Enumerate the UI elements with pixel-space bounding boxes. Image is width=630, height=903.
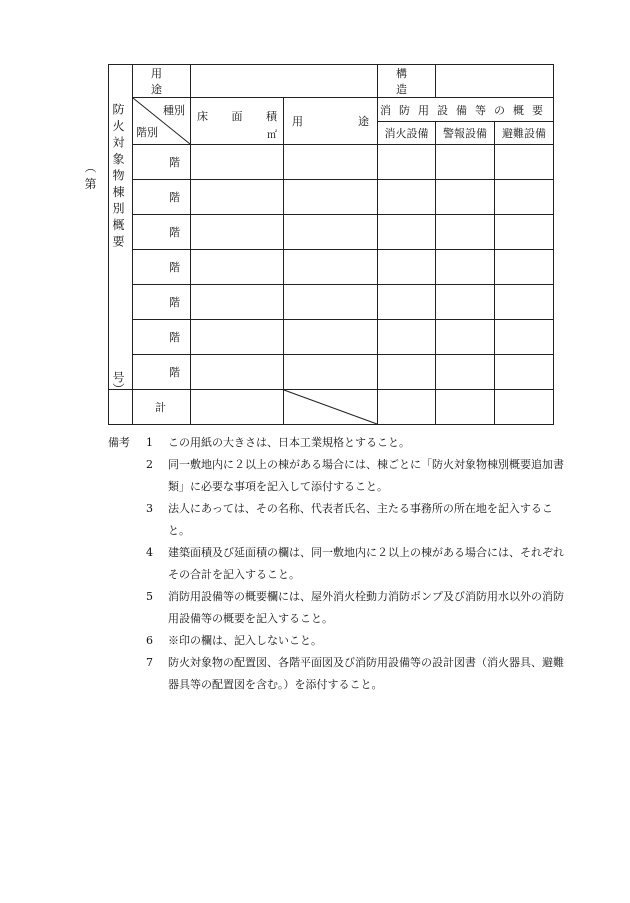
evac-field[interactable]	[495, 180, 554, 215]
area-field[interactable]	[191, 285, 284, 320]
note-number: 2	[146, 458, 153, 471]
alarm-field[interactable]	[436, 180, 495, 215]
evac-field[interactable]	[495, 320, 554, 355]
fire-ext-field[interactable]	[378, 320, 436, 355]
note-text: 防火対象物の配置図、各階平面図及び消防用設備等の設計図書（消火器具、避難器具等の配置図を含む。）を添付すること。	[168, 656, 564, 691]
use-cell-field[interactable]	[284, 355, 378, 390]
note-number: 1	[146, 436, 153, 449]
fire-ext-field[interactable]	[378, 180, 436, 215]
note-text: ※印の欄は、記入しないこと。	[168, 634, 322, 647]
area-field[interactable]	[191, 215, 284, 250]
note-item	[108, 652, 568, 696]
note-item	[108, 586, 568, 630]
side-title-cell	[83, 65, 133, 395]
alarm-field[interactable]	[436, 320, 495, 355]
note-text: 消防用設備等の概要欄には、屋外消火栓動力消防ポンプ及び消防用水以外の消防用設備等の概要を記入すること。	[168, 590, 564, 625]
use-col-char-1: 用	[292, 115, 303, 128]
fire-ext-field[interactable]	[378, 250, 436, 285]
note-text: 法人にあっては、その名称、代表者氏名、主たる事務所の所在地を記入すること。	[168, 502, 553, 537]
use-label: 用 途	[133, 65, 191, 98]
evac-field[interactable]	[495, 250, 554, 285]
evac-field[interactable]	[495, 145, 554, 180]
evacuation-equipment-header: 避難設備	[495, 122, 554, 145]
notes-section	[108, 432, 568, 696]
total-use-crossed-cell	[284, 390, 378, 425]
alarm-field[interactable]	[436, 285, 495, 320]
diagonal-line	[284, 390, 377, 424]
alarm-field[interactable]	[436, 355, 495, 390]
note-item	[108, 630, 568, 652]
use-cell-field[interactable]	[284, 180, 378, 215]
area-field[interactable]	[191, 180, 284, 215]
total-fire-ext-field[interactable]	[378, 390, 436, 425]
note-number: 7	[146, 656, 153, 669]
area-char-2: 面	[231, 110, 243, 123]
header-type: 種別	[163, 104, 185, 117]
fire-ext-field[interactable]	[378, 215, 436, 250]
use-field[interactable]	[191, 65, 378, 98]
side-number-label: 号）	[111, 371, 125, 395]
use-cell-field[interactable]	[284, 285, 378, 320]
building-summary-table	[83, 64, 554, 425]
header-floor: 階別	[136, 126, 158, 139]
area-field[interactable]	[191, 145, 284, 180]
equipment-summary-header: 消防用設備等の概要	[378, 98, 554, 122]
alarm-field[interactable]	[436, 215, 495, 250]
area-char-1: 床	[197, 110, 208, 123]
notes-heading: 備考	[108, 436, 130, 449]
floor-label: 階	[133, 180, 191, 215]
area-unit: ㎡	[267, 130, 277, 141]
total-label: 計	[133, 390, 191, 425]
floor-area-header	[191, 98, 284, 145]
evac-field[interactable]	[495, 285, 554, 320]
structure-label: 構 造	[378, 65, 436, 98]
alarm-field[interactable]	[436, 250, 495, 285]
note-item	[108, 542, 568, 586]
floor-label: 階	[133, 250, 191, 285]
fire-ext-field[interactable]	[378, 145, 436, 180]
note-item	[108, 432, 568, 454]
use-cell-field[interactable]	[284, 320, 378, 355]
floor-label: 階	[133, 285, 191, 320]
total-area-field[interactable]	[191, 390, 284, 425]
note-item	[108, 454, 568, 498]
floor-label: 階	[133, 320, 191, 355]
use-col-char-2: 途	[358, 115, 369, 128]
note-number: 6	[146, 634, 153, 647]
note-number: 3	[146, 502, 153, 515]
use-column-header	[284, 98, 378, 145]
alarm-equipment-header: 警報設備	[436, 122, 495, 145]
fire-ext-field[interactable]	[378, 355, 436, 390]
area-field[interactable]	[191, 320, 284, 355]
use-cell-field[interactable]	[284, 250, 378, 285]
area-field[interactable]	[191, 250, 284, 285]
type-floor-header	[133, 98, 191, 145]
note-number: 5	[146, 590, 153, 603]
total-alarm-field[interactable]	[436, 390, 495, 425]
area-field[interactable]	[191, 355, 284, 390]
structure-field[interactable]	[436, 65, 554, 98]
fire-ext-field[interactable]	[378, 285, 436, 320]
fire-extinguishing-header: 消火設備	[378, 122, 436, 145]
note-text: 同一敷地内に２以上の棟がある場合には、棟ごとに「防火対象物棟別概要追加書類」に必要な事項を記入して添付すること。	[168, 458, 564, 493]
evac-field[interactable]	[495, 355, 554, 390]
floor-label: 階	[133, 145, 191, 180]
area-char-3: 積	[266, 110, 277, 123]
note-text: 建築面積及び延面積の欄は、同一敷地内に２以上の棟がある場合には、それぞれその合計を記入すること。	[168, 546, 564, 581]
side-title: 防火対象物棟別概要（第	[83, 102, 125, 252]
total-evac-field[interactable]	[495, 390, 554, 425]
alarm-field[interactable]	[436, 145, 495, 180]
note-item	[108, 498, 568, 542]
floor-label: 階	[133, 215, 191, 250]
note-number: 4	[146, 546, 153, 559]
floor-label: 階	[133, 355, 191, 390]
use-cell-field[interactable]	[284, 145, 378, 180]
note-text: この用紙の大きさは、日本工業規格とすること。	[168, 436, 410, 449]
evac-field[interactable]	[495, 215, 554, 250]
use-cell-field[interactable]	[284, 215, 378, 250]
